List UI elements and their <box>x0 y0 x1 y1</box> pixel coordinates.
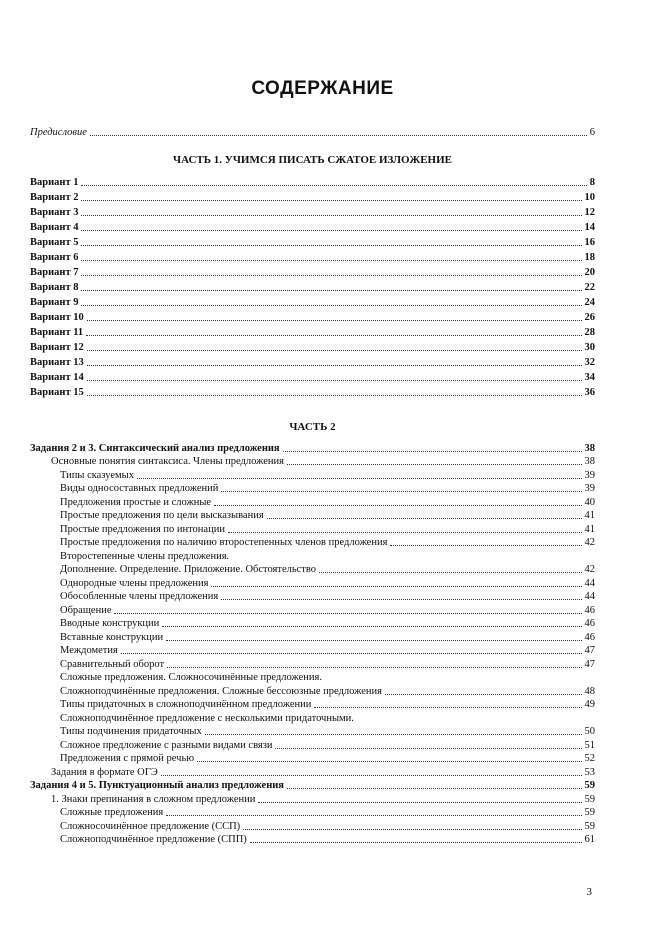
toc-entry[interactable] <box>30 468 595 482</box>
toc-entry[interactable] <box>30 576 595 590</box>
toc-entry-page: 24 <box>584 297 595 308</box>
toc-entry-page: 42 <box>584 537 595 548</box>
toc-entry-label: Задания 4 и 5. Пунктуационный анализ предложения <box>30 780 284 791</box>
toc-entry-label: Сложные предложения <box>60 807 164 818</box>
leader-dots <box>161 775 582 776</box>
toc-entry-page: 52 <box>584 753 595 764</box>
leader-dots <box>221 599 581 600</box>
toc-entry-label: Простые предложения по цели высказывания <box>60 510 264 521</box>
toc-entry-label: Вариант 11 <box>30 327 84 338</box>
leader-dots <box>205 734 582 735</box>
leader-dots <box>87 365 582 366</box>
leader-dots <box>81 275 581 276</box>
part1-heading: ЧАСТЬ 1. УЧИМСЯ ПИСАТЬ СЖАТОЕ ИЗЛОЖЕНИЕ <box>173 154 452 166</box>
toc-entry-label: Вводные конструкции <box>60 618 160 629</box>
toc-entry-label: Обособленные члены предложения <box>60 591 219 602</box>
leader-dots <box>167 667 581 668</box>
toc-entry[interactable] <box>30 324 595 339</box>
toc-entry-label: Дополнение. Определение. Приложение. Обстоятельство <box>60 564 317 575</box>
toc-entry-label: Вариант 10 <box>30 312 84 323</box>
toc-entry-label: Вариант 4 <box>30 222 79 233</box>
toc-entry-page: 20 <box>584 267 595 278</box>
toc-entry[interactable] <box>30 264 595 279</box>
toc-entry-label: Задания 2 и 3. Синтаксический анализ предложения <box>30 442 280 454</box>
toc-entry-page: 10 <box>584 192 595 203</box>
leader-dots <box>81 260 581 261</box>
toc-entry[interactable] <box>30 455 595 469</box>
toc-entry-label: Вставные конструкции <box>60 631 164 643</box>
toc-entry-label: Второстепенные члены предложения. <box>60 550 230 562</box>
toc-entry[interactable] <box>30 630 595 644</box>
toc-entry[interactable] <box>30 563 595 577</box>
leader-dots <box>81 245 581 246</box>
toc-entry[interactable] <box>30 174 595 189</box>
toc-entry-page: 40 <box>584 496 595 508</box>
toc-entry-label: Вариант 14 <box>30 372 84 383</box>
toc-entry-page: 12 <box>584 207 595 218</box>
toc-entry-page: 46 <box>584 631 595 643</box>
toc-entry[interactable] <box>30 279 595 294</box>
toc-entry-label: Обращение <box>60 604 112 616</box>
toc-entry-label: Виды односоставных предложений <box>60 483 219 494</box>
leader-dots <box>166 815 581 816</box>
leader-dots <box>385 694 582 695</box>
toc-entry[interactable] <box>30 354 595 369</box>
toc-entry[interactable] <box>30 698 595 712</box>
toc-entry-label: 1. Знаки препинания в сложном предложении <box>51 793 256 805</box>
toc-entry-page: 42 <box>584 564 595 575</box>
leader-dots <box>137 478 582 479</box>
toc-entry-preface[interactable] <box>30 124 595 139</box>
toc-entry-page: 38 <box>584 442 595 454</box>
toc-entry-page: 41 <box>584 523 595 535</box>
toc-entry-page: 59 <box>584 807 595 818</box>
toc-entry[interactable] <box>30 234 595 249</box>
toc-entry[interactable] <box>30 765 595 779</box>
leader-dots <box>81 290 581 291</box>
leader-dots <box>258 802 581 803</box>
toc-entry-page: 30 <box>584 342 595 353</box>
toc-entry-label: Вариант 9 <box>30 297 79 308</box>
toc-entry[interactable] <box>30 309 595 324</box>
leader-dots <box>287 788 582 789</box>
leader-dots <box>283 451 582 452</box>
toc-entry-label: Простые предложения по интонации <box>60 523 225 535</box>
leader-dots <box>275 748 581 749</box>
leader-dots <box>81 215 581 216</box>
toc-entry-page: 47 <box>584 645 595 656</box>
toc-entry-label: Вариант 13 <box>30 357 84 368</box>
toc-entry-label: Вариант 8 <box>30 282 79 293</box>
leader-dots <box>319 572 581 573</box>
toc-entry[interactable] <box>30 536 595 550</box>
leader-dots <box>81 200 581 201</box>
toc-entry-page: 14 <box>584 222 595 233</box>
toc-entry[interactable] <box>30 189 595 204</box>
toc-entry-label: Вариант 2 <box>30 192 79 203</box>
toc-entry[interactable] <box>30 495 595 509</box>
toc-entry-page: 46 <box>584 618 595 629</box>
toc-entry-page: 26 <box>584 312 595 323</box>
toc-entry[interactable] <box>30 644 595 658</box>
toc-entry-page: 59 <box>584 820 595 832</box>
toc-entry-page: 53 <box>584 766 595 778</box>
toc-entry-page: 47 <box>584 658 595 670</box>
leader-dots <box>221 491 581 492</box>
toc-entry-label: Простые предложения по наличию второстепенных членов предложения <box>60 537 388 548</box>
toc-entry-page: 49 <box>584 699 595 710</box>
toc-entry[interactable] <box>30 339 595 354</box>
toc-entry-label: Сложные предложения. Сложносочинённые предложения. <box>60 672 322 683</box>
toc-entry[interactable] <box>30 617 595 631</box>
leader-dots <box>121 653 582 654</box>
toc-entry-label: Задания в формате ОГЭ <box>51 766 158 778</box>
toc-entry-label: Сложносочинённое предложение (ССП) <box>60 820 241 832</box>
leader-dots <box>228 532 582 533</box>
toc-entry-label: Вариант 12 <box>30 342 84 353</box>
toc-entry[interactable] <box>30 725 595 739</box>
toc-entry[interactable] <box>30 369 595 384</box>
leader-dots <box>166 640 581 641</box>
toc-entry[interactable] <box>30 294 595 309</box>
leader-dots <box>114 613 581 614</box>
toc-entry-label: Сравнительный оборот <box>60 658 165 670</box>
part2-heading: ЧАСТЬ 2 <box>289 421 336 433</box>
leader-dots <box>211 586 581 587</box>
toc-entry[interactable] <box>30 792 595 806</box>
leader-dots <box>390 545 581 546</box>
toc-entry-page: 22 <box>584 282 595 293</box>
toc-entry[interactable] <box>30 249 595 264</box>
toc-entry-label: Предложения с прямой речью <box>60 753 195 764</box>
leader-dots <box>197 761 581 762</box>
toc-entry-page: 28 <box>584 327 595 338</box>
toc-entry-label: Типы придаточных в сложноподчинённом предложении <box>60 699 312 710</box>
toc-entry[interactable] <box>30 509 595 523</box>
toc-entry-page: 39 <box>584 469 595 481</box>
toc-entry-page: 8 <box>589 177 595 188</box>
toc-entry-label: Вариант 1 <box>30 177 79 188</box>
toc-entry[interactable] <box>30 779 595 793</box>
toc-entry-page: 48 <box>584 685 595 697</box>
toc-entry-label: Вариант 15 <box>30 387 84 398</box>
toc-entry-page: 46 <box>584 604 595 616</box>
leader-dots <box>214 505 581 506</box>
toc-entry[interactable] <box>30 549 595 563</box>
preface-block <box>30 124 595 139</box>
toc-entry-page: 36 <box>584 387 595 398</box>
toc-entry-label: Вариант 3 <box>30 207 79 218</box>
leader-dots <box>87 380 582 381</box>
toc-entry-label: Типы подчинения придаточных <box>60 726 202 737</box>
toc-entry-label: Сложноподчинённое предложение с несколькими придаточными. <box>60 712 354 724</box>
leader-dots <box>87 395 582 396</box>
toc-entry-label: Основные понятия синтаксиса. Члены предложения <box>51 456 284 467</box>
toc-entry-page: 34 <box>584 372 595 383</box>
leader-dots <box>81 230 581 231</box>
toc-entry-label: Типы сказуемых <box>60 469 134 481</box>
toc-entry-label: Сложноподчинённые предложения. Сложные бессоюзные предложения <box>60 685 382 697</box>
toc-entry[interactable] <box>30 522 595 536</box>
leader-dots <box>90 135 587 136</box>
leader-dots <box>287 464 582 465</box>
toc-entry-page: 59 <box>584 780 595 791</box>
toc-entry[interactable] <box>30 819 595 833</box>
part1-list <box>30 174 595 399</box>
toc-entry[interactable] <box>30 482 595 496</box>
toc-entry[interactable] <box>30 204 595 219</box>
toc-entry-page: 39 <box>584 483 595 494</box>
leader-dots <box>87 320 582 321</box>
toc-entry[interactable] <box>30 441 595 455</box>
toc-entry[interactable] <box>30 752 595 766</box>
toc-entry-page: 38 <box>584 456 595 467</box>
leader-dots <box>81 185 586 186</box>
toc-entry[interactable] <box>30 384 595 399</box>
page-number: 3 <box>586 886 592 898</box>
toc-entry-page: 18 <box>584 252 595 263</box>
page-title: СОДЕРЖАНИЕ <box>251 78 394 99</box>
leader-dots <box>86 335 581 336</box>
leader-dots <box>267 518 582 519</box>
toc-entry-label: Однородные члены предложения <box>60 577 209 589</box>
toc-entry[interactable] <box>30 738 595 752</box>
toc-entry[interactable] <box>30 684 595 698</box>
leader-dots <box>81 305 581 306</box>
toc-entry[interactable] <box>30 219 595 234</box>
toc-entry-label: Сложноподчинённое предложение (СПП) <box>60 834 247 845</box>
toc-entry-page: 51 <box>584 739 595 751</box>
toc-entry-label: Сложное предложение с разными видами связи <box>60 739 273 751</box>
leader-dots <box>162 626 581 627</box>
part2-list <box>30 441 595 846</box>
toc-entry-page: 6 <box>589 127 595 138</box>
leader-dots <box>87 350 582 351</box>
toc-entry-label: Вариант 5 <box>30 237 79 248</box>
leader-dots <box>314 707 581 708</box>
toc-entry[interactable] <box>30 657 595 671</box>
toc-entry-page: 41 <box>584 510 595 521</box>
toc-entry[interactable] <box>30 590 595 604</box>
leader-dots <box>243 829 581 830</box>
toc-entry[interactable] <box>30 806 595 820</box>
toc-entry-label: Вариант 7 <box>30 267 79 278</box>
toc-entry-label: Предисловие <box>30 127 87 138</box>
toc-entry-page: 50 <box>584 726 595 737</box>
toc-entry[interactable] <box>30 671 595 685</box>
toc-entry-label: Предложения простые и сложные <box>60 496 212 508</box>
toc-entry-page: 44 <box>584 577 595 589</box>
toc-entry-page: 61 <box>584 834 595 845</box>
toc-entry-page: 44 <box>584 591 595 602</box>
toc-entry-label: Вариант 6 <box>30 252 79 263</box>
toc-entry-page: 32 <box>584 357 595 368</box>
toc-entry[interactable] <box>30 603 595 617</box>
toc-entry[interactable] <box>30 833 595 847</box>
leader-dots <box>250 842 582 843</box>
toc-entry-page: 16 <box>584 237 595 248</box>
toc-entry-page: 59 <box>584 793 595 805</box>
toc-entry-label: Междометия <box>60 645 118 656</box>
toc-entry[interactable] <box>30 711 595 725</box>
